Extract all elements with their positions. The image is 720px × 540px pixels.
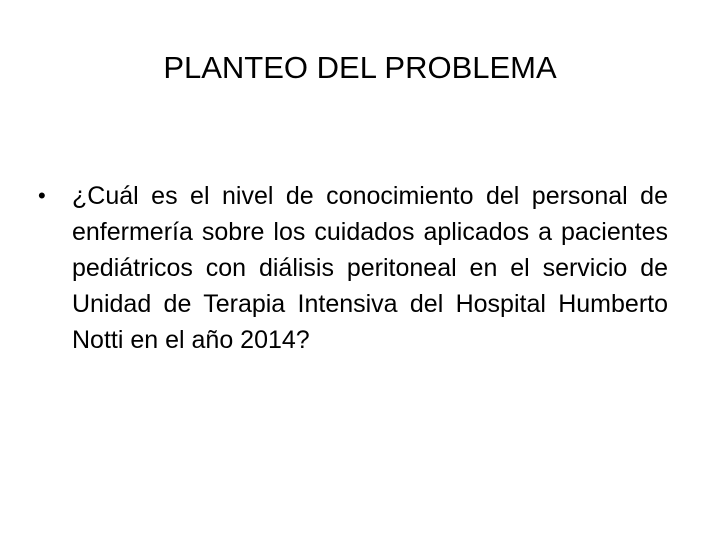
slide-title: PLANTEO DEL PROBLEMA [163, 50, 557, 85]
slide-body [38, 178, 668, 358]
bullet-item [38, 178, 668, 358]
bullet-dot-icon: • [38, 183, 46, 208]
bullet-text: ¿Cuál es el nivel de conocimiento del personal de enfermería sobre los cuidados aplicados a pacientes pediátricos con diálisis peritoneal en el servicio de Unidad de Terapia Intensiva del Hospital Humberto Notti en el año 2014? [72, 182, 668, 354]
